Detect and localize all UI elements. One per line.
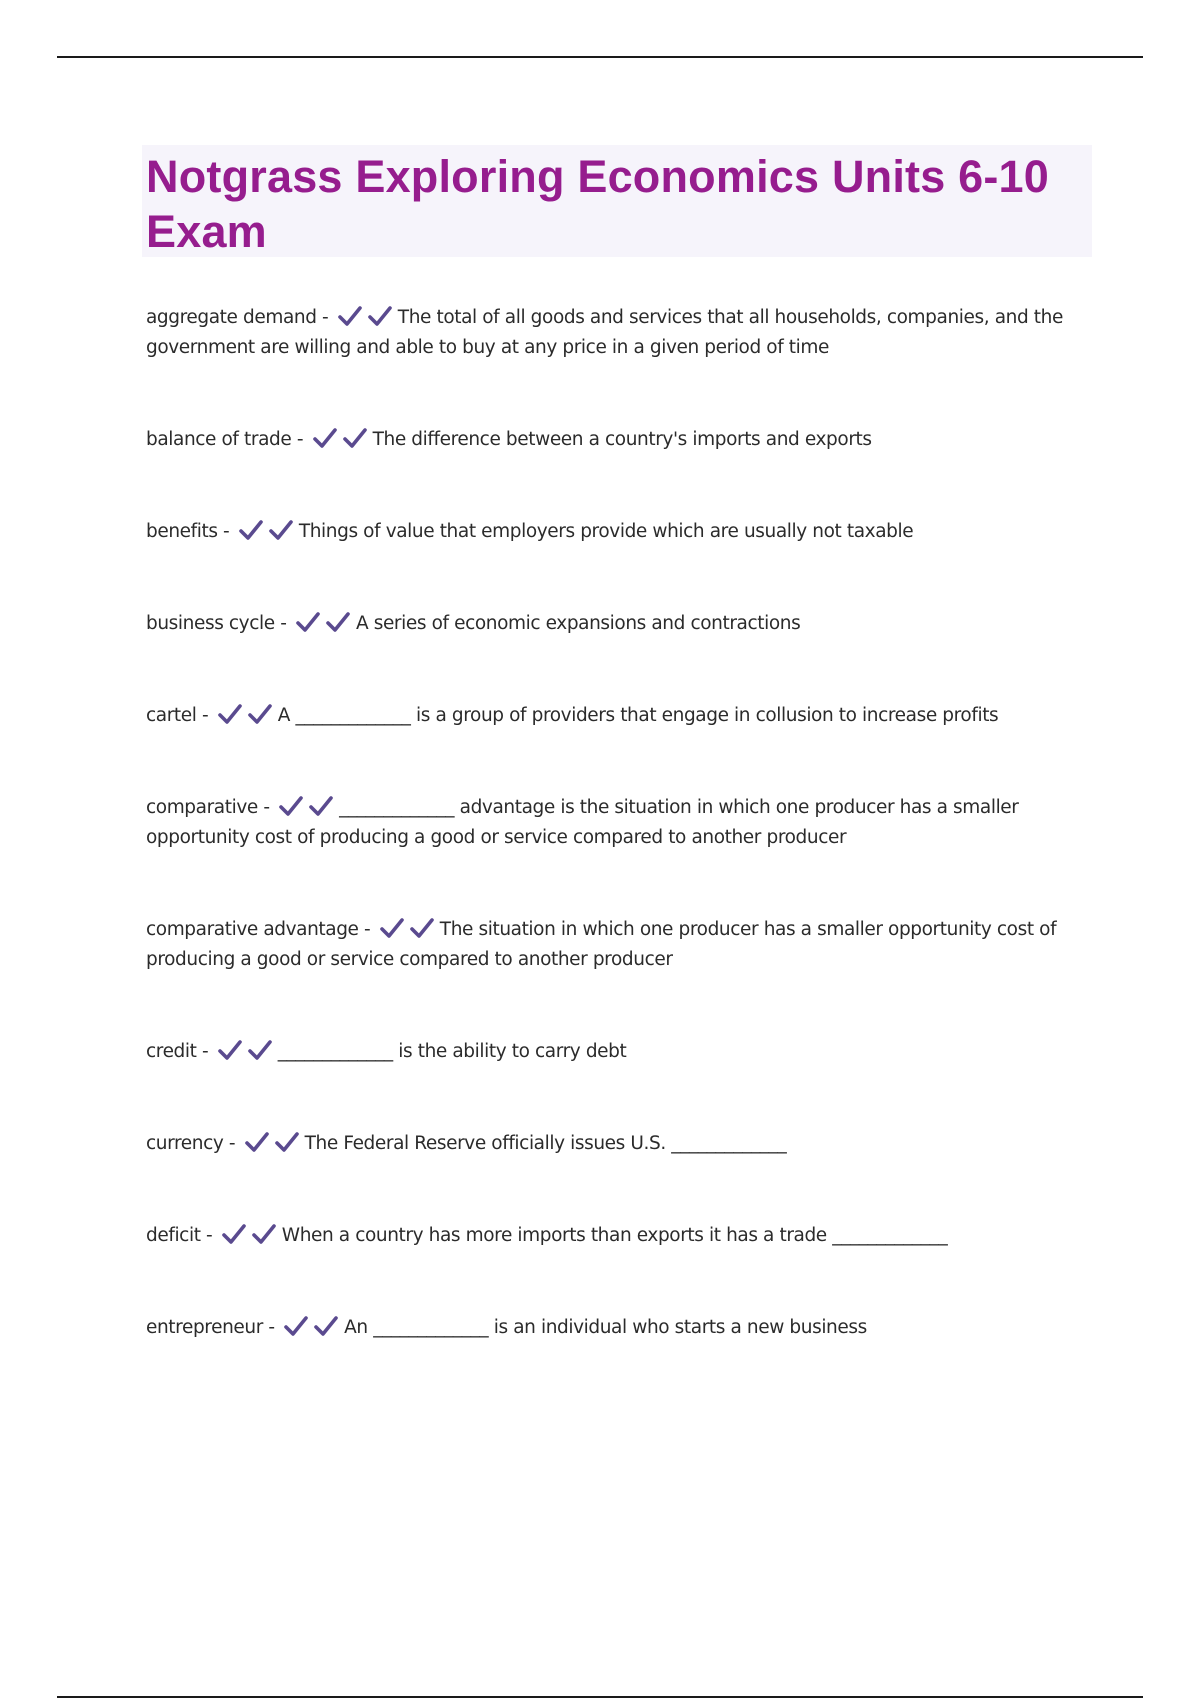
check-pair <box>284 1313 344 1343</box>
entry-definition: When a country has more imports than exports it has a trade _____________ <box>281 1225 948 1246</box>
check-icon <box>222 1223 246 1245</box>
check-pair <box>239 517 299 547</box>
check-icon <box>269 519 293 541</box>
entry-term: deficit - <box>146 1225 213 1246</box>
entry-term: aggregate demand - <box>146 307 329 328</box>
check-icon <box>326 611 350 633</box>
entry-term: balance of trade - <box>146 429 304 450</box>
check-icon <box>252 1223 276 1245</box>
entry-definition: The difference between a country's imports and exports <box>372 429 872 450</box>
bottom-rule <box>57 1696 1143 1698</box>
check-icon <box>368 305 392 327</box>
check-icon <box>279 795 303 817</box>
check-pair <box>218 701 278 731</box>
entry-definition: Things of value that employers provide which are usually not taxable <box>298 521 914 542</box>
check-icon <box>245 1131 269 1153</box>
list-item <box>146 1129 1086 1159</box>
entry-term: cartel - <box>146 705 209 726</box>
list-item <box>146 793 1086 853</box>
entry-term: comparative - <box>146 797 270 818</box>
check-icon <box>313 427 337 449</box>
check-pair <box>222 1221 282 1251</box>
check-icon <box>380 917 404 939</box>
list-item <box>146 1037 1086 1067</box>
entry-definition: _____________ is the ability to carry debt <box>277 1041 627 1062</box>
check-pair <box>296 609 356 639</box>
list-item <box>146 1313 1086 1343</box>
entry-term: credit - <box>146 1041 209 1062</box>
list-item <box>146 1221 1086 1251</box>
entry-list <box>146 303 1086 1405</box>
entry-definition: A _____________ is a group of providers that engage in collusion to increase profits <box>277 705 999 726</box>
check-icon <box>284 1315 308 1337</box>
title-banner <box>142 145 1092 257</box>
entry-term: benefits - <box>146 521 230 542</box>
list-item <box>146 915 1086 975</box>
check-pair <box>313 425 373 455</box>
top-rule <box>57 56 1143 58</box>
check-icon <box>248 1039 272 1061</box>
entry-term: comparative advantage - <box>146 919 371 940</box>
check-icon <box>218 1039 242 1061</box>
check-pair <box>338 303 398 333</box>
list-item <box>146 303 1086 363</box>
entry-definition: _____________ advantage is the situation in which one producer has a smaller opportunity cost of producing a good or service compared to another producer <box>146 797 1019 848</box>
entry-definition: An _____________ is an individual who starts a new business <box>344 1317 867 1338</box>
check-icon <box>296 611 320 633</box>
check-pair <box>218 1037 278 1067</box>
check-pair <box>380 915 440 945</box>
check-icon <box>338 305 362 327</box>
page-title: Notgrass Exploring Economics Units 6-10 Exam <box>146 151 1050 257</box>
entry-definition: The total of all goods and services that all households, companies, and the government are willing and able to buy at any price in a given period of time <box>146 307 1063 358</box>
check-icon <box>218 703 242 725</box>
list-item <box>146 517 1086 547</box>
check-icon <box>239 519 263 541</box>
check-icon <box>410 917 434 939</box>
entry-definition: The situation in which one producer has a smaller opportunity cost of producing a good or service compared to another producer <box>146 919 1057 970</box>
entry-definition: A series of economic expansions and contractions <box>355 613 801 634</box>
list-item <box>146 701 1086 731</box>
entry-definition: The Federal Reserve officially issues U.S. _____________ <box>304 1133 787 1154</box>
check-icon <box>309 795 333 817</box>
list-item <box>146 609 1086 639</box>
check-icon <box>343 427 367 449</box>
entry-term: entrepreneur - <box>146 1317 275 1338</box>
check-icon <box>275 1131 299 1153</box>
entry-term: currency - <box>146 1133 236 1154</box>
check-icon <box>248 703 272 725</box>
check-pair <box>279 793 339 823</box>
check-pair <box>245 1129 305 1159</box>
check-icon <box>314 1315 338 1337</box>
entry-term: business cycle - <box>146 613 287 634</box>
list-item <box>146 425 1086 455</box>
